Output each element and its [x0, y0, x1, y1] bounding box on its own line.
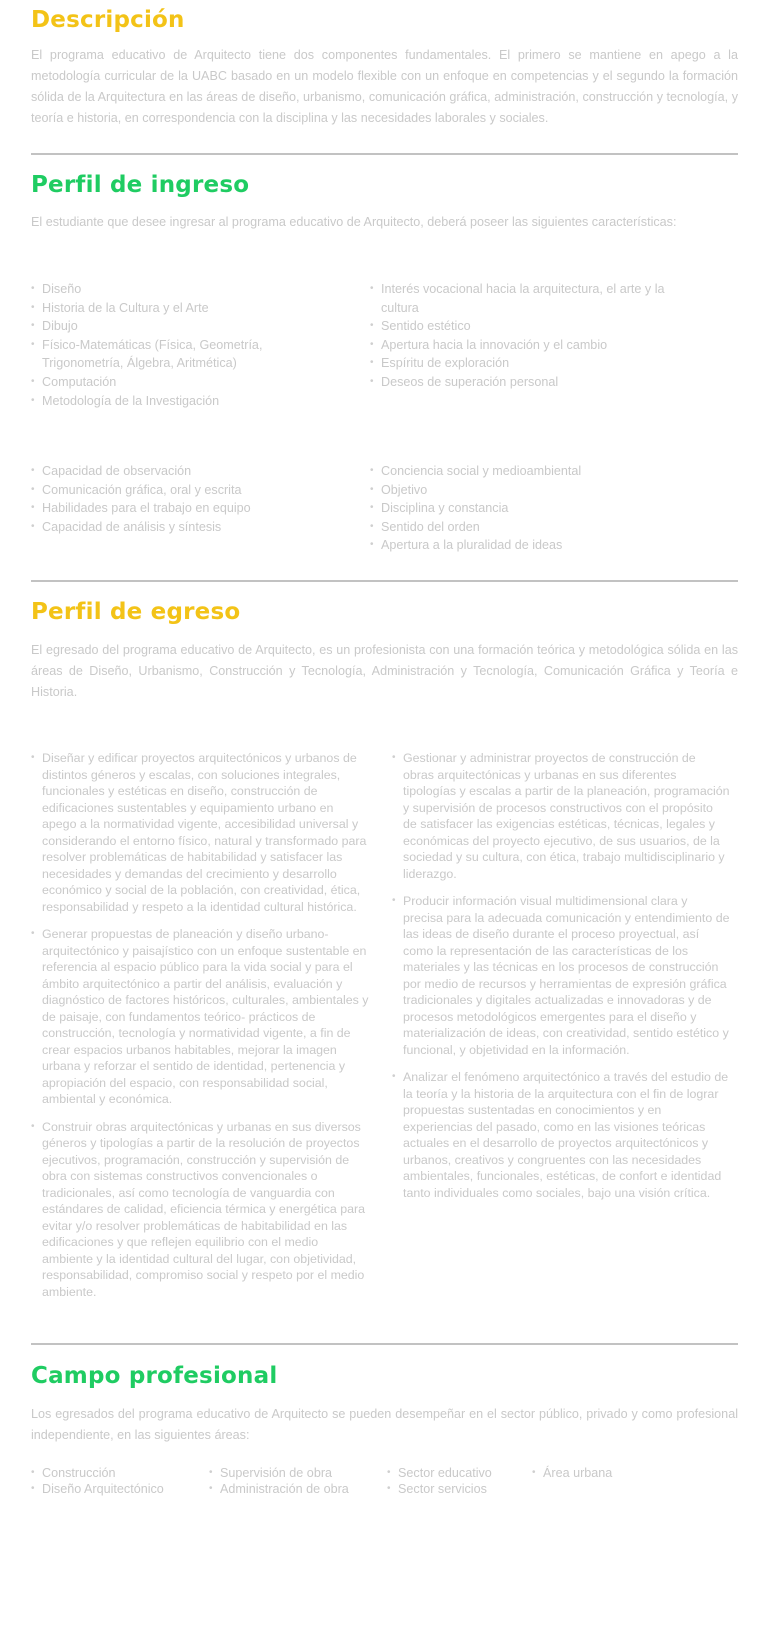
list-item: • Apertura a la pluralidad de ideas	[370, 536, 690, 555]
list-item: • Espíritu de exploración	[370, 354, 680, 373]
list-item: • Físico-Matemáticas (Física, Geometría, Trigonometría, Álgebra, Aritmética)	[31, 336, 276, 373]
list-item: • Dibujo	[31, 317, 276, 336]
list-item: • Disciplina y constancia	[370, 499, 690, 518]
divider	[31, 1343, 738, 1345]
ingreso-intro: El estudiante que desee ingresar al programa educativo de Arquitecto, deberá poseer las siguientes características:	[31, 215, 677, 229]
list-item: • Apertura hacia la innovación y el cambio	[370, 336, 680, 355]
ingreso-list-2-right	[370, 462, 690, 555]
section-title-descripcion: Descripción	[31, 7, 185, 33]
list-item: • Área urbana	[532, 1465, 672, 1481]
list-item: • Computación	[31, 373, 276, 392]
list-item: • Comunicación gráfica, oral y escrita	[31, 481, 331, 500]
egreso-list-right	[392, 750, 730, 1212]
divider	[31, 580, 738, 582]
list-item: • Sentido del orden	[370, 518, 690, 537]
list-item: • Sector servicios	[387, 1481, 527, 1497]
ingreso-list-1-left	[31, 280, 276, 410]
list-item: • Sector educativo	[387, 1465, 527, 1481]
campo-list-col4	[532, 1465, 672, 1481]
list-item: • Gestionar y administrar proyectos de construcción de obras arquitectónicas y urbanas en sus diferentes tipologías y escalas a partir de la planeación, programación y supervisión de procesos constructivos con el propósito de satisfacer las exigencias estéticas, técnicas, legales y económicas del proyecto ejecutivo, de sus usuarios, de la sociedad y su cultura, con ética, trabajo multidisciplinario y liderazgo.	[392, 750, 730, 882]
list-item: • Interés vocacional hacia la arquitectura, el arte y la cultura	[370, 280, 680, 317]
list-item: • Habilidades para el trabajo en equipo	[31, 499, 331, 518]
section-title-campo: Campo profesional	[31, 1363, 278, 1389]
egreso-intro: El egresado del programa educativo de Arquitecto, es un profesionista con una formación teórica y metodológica sólida en las áreas de Diseño, Urbanismo, Construcción y Tecnología, Administración y Tecnología, Comunicación Gráfica y Teoría e Historia.	[31, 643, 738, 699]
list-item: • Producir información visual multidimensional clara y precisa para la adecuada comunicación y entendimiento de las ideas de diseño durante el proceso proyectual, así como la representación de las características de los materiales y las técnicas en los procesos de construcción por medio de recursos y herramientas de expresión gráfica tradicionales y digitales actualizadas e innovadoras y de procesos metodológicos emergentes para el diseño y materialización de ideas, con creatividad, sentido estético y funcional, y objetividad en la información.	[392, 893, 730, 1058]
section-title-ingreso: Perfil de ingreso	[31, 172, 250, 198]
list-item: • Construcción	[31, 1465, 201, 1481]
list-item: • Metodología de la Investigación	[31, 392, 276, 411]
list-item: • Generar propuestas de planeación y diseño urbano-arquitectónico y paisajístico con un enfoque sustentable en referencia al espacio público para la vida social y para el ámbito arquitectónico a partir del análisis, evaluación y diagnóstico de factores históricos, culturales, ambientales y de paisaje, con fundamentos teórico- prácticos de construcción, tecnología y normatividad vigente, a fin de crear espacios urbanos habitables, mejorar la imagen urbana y reforzar el sentido de identidad, pertenencia y apropiación del espacio, con responsabilidad social, ambiental y económica.	[31, 926, 369, 1108]
descripcion-text: El programa educativo de Arquitecto tiene dos componentes fundamentales. El primero se mantiene en apego a la metodología curricular de la UABC basado en un modelo flexible con un enfoque en competencias y el segundo la formación sólida de la Arquitectura en las áreas de diseño, urbanismo, comunicación gráfica, administración, construcción y tecnología, y teoría e historia, en correspondencia con la disciplina y las necesidades laborales y sociales.	[31, 48, 738, 125]
section-title-egreso: Perfil de egreso	[31, 599, 241, 625]
list-item: • Sentido estético	[370, 317, 680, 336]
list-item: • Diseño	[31, 280, 276, 299]
list-item: • Historia de la Cultura y el Arte	[31, 299, 276, 318]
campo-list-col2	[209, 1465, 379, 1497]
campo-intro: Los egresados del programa educativo de Arquitecto se pueden desempeñar en el sector público, privado y como profesional independiente, en las siguientes áreas:	[31, 1407, 738, 1442]
list-item: • Supervisión de obra	[209, 1465, 379, 1481]
list-item: • Capacidad de análisis y síntesis	[31, 518, 331, 537]
divider	[31, 153, 738, 155]
egreso-list-left	[31, 750, 369, 1311]
campo-list-col1	[31, 1465, 201, 1497]
list-item: • Objetivo	[370, 481, 690, 500]
list-item: • Conciencia social y medioambiental	[370, 462, 690, 481]
ingreso-list-2-left	[31, 462, 331, 536]
list-item: • Administración de obra	[209, 1481, 379, 1497]
list-item: • Analizar el fenómeno arquitectónico a través del estudio de la teoría y la historia de la arquitectura con el fin de lograr propuestas sustentadas en conocimientos y en experiencias del pasado, como en las visiones teóricas actuales en el desarrollo de proyectos arquitectónicos y urbanos, creativos y congruentes con las necesidades ambientales, funcionales, estéticas, de confort e identidad tanto individuales como sociales, bajo una visión crítica.	[392, 1069, 730, 1201]
list-item: • Diseño Arquitectónico	[31, 1481, 201, 1497]
list-item: • Capacidad de observación	[31, 462, 331, 481]
list-item: • Construir obras arquitectónicas y urbanas en sus diversos géneros y tipologías a partir de la resolución de proyectos ejecutivos, programación, construcción y supervisión de obra con sistemas constructivos convencionales o tradicionales, así como tecnología de vanguardia con estándares de calidad, eficiencia térmica y energética para evitar y/o resolver problemáticas de habitabilidad en las edificaciones y que reflejen equilibrio con el medio ambiente y la identidad cultural del lugar, con objetividad, responsabilidad, compromiso social y respeto por el medio ambiente.	[31, 1119, 369, 1301]
list-item: • Deseos de superación personal	[370, 373, 680, 392]
list-item: • Diseñar y edificar proyectos arquitectónicos y urbanos de distintos géneros y escalas, con soluciones integrales, funcionales y estéticas en diseño, construcción de edificaciones sustentables y equipamiento urbano en apego a la normatividad vigente, accesibilidad universal y considerando el entorno físico, natural y transformado para resolver problemáticas de habitabilidad y satisfacer las necesidades y demandas del crecimiento y desarrollo económico y social de la población, con creatividad, ética, responsabilidad y respeto a la identidad cultural histórica.	[31, 750, 369, 915]
campo-list-col3	[387, 1465, 527, 1497]
ingreso-list-1-right	[370, 280, 680, 392]
